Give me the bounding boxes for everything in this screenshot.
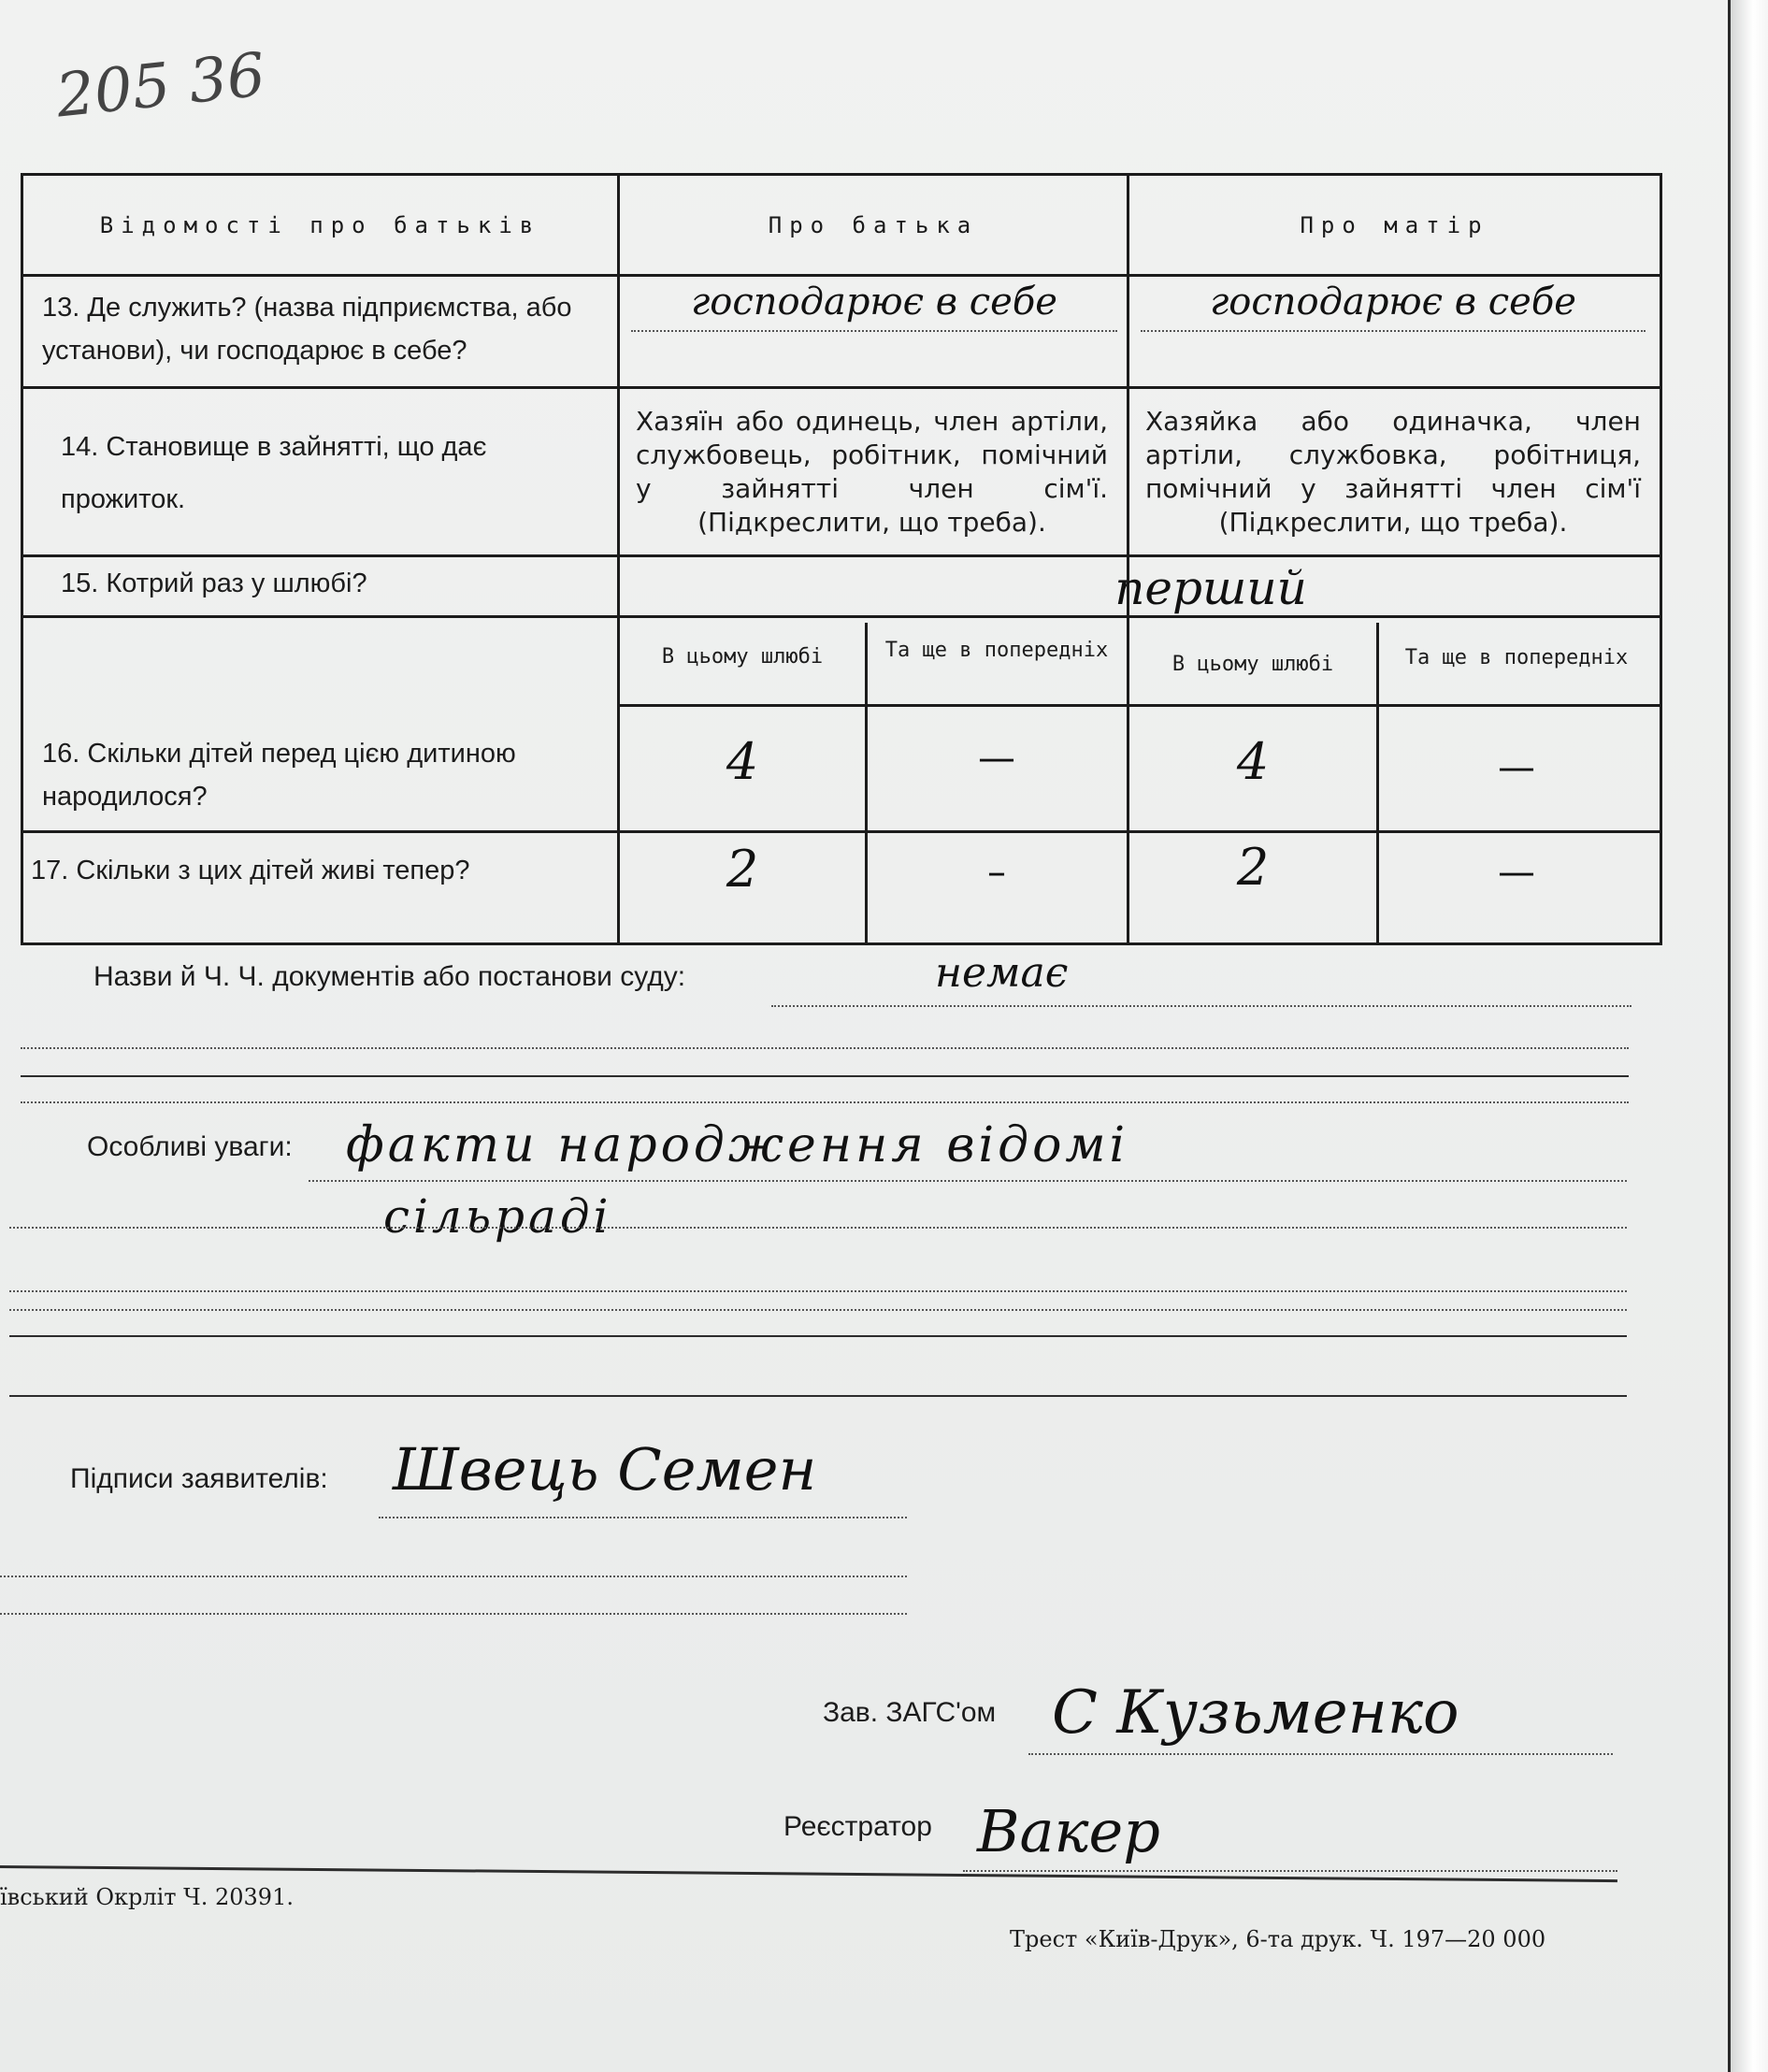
dotted-line <box>631 330 1117 332</box>
subheader-father-prev: Та ще в попередніх <box>884 639 1109 662</box>
dotted-line <box>0 1613 907 1615</box>
divider <box>617 176 620 942</box>
father-occupation-options: Хазяїн або одинець, член артіли, службовець, робітник, помічний у зайнятті член сім'ї. (Підкреслити, що треба). <box>636 406 1108 538</box>
divider <box>23 554 1660 557</box>
dotted-line <box>9 1309 1627 1311</box>
dotted-line <box>379 1517 907 1518</box>
dotted-line <box>1141 330 1646 332</box>
header-mother: Про матір <box>1300 211 1489 238</box>
zags-head-signature: С Кузьменко <box>1052 1678 1459 1748</box>
q16-mother-this: 4 <box>1236 732 1270 791</box>
header-parents: Відомості про батьків <box>99 211 541 238</box>
mother-workplace: господарює в себе <box>1210 281 1576 324</box>
divider <box>23 615 1660 618</box>
dotted-line <box>21 1047 1629 1049</box>
applicants-signature: Швець Семен <box>393 1435 817 1504</box>
footer-left-imprint: ївський Окрліт Ч. 20391. <box>0 1884 294 1910</box>
q17-father-this: 2 <box>726 840 759 899</box>
documents-label: Назви й Ч. Ч. документів або постанови суду: <box>93 961 686 992</box>
dotted-line <box>771 1005 1631 1007</box>
divider <box>865 623 868 942</box>
dotted-line <box>9 1227 1627 1229</box>
parents-info-table <box>21 173 1662 945</box>
zags-head-label: Зав. ЗАГС'ом <box>823 1697 997 1728</box>
divider <box>23 274 1660 277</box>
question-15: 15. Котрий раз у шлюбі? <box>61 568 367 598</box>
footer-right-imprint: Трест «Київ-Друк», 6-та друк. Ч. 197—20 000 <box>1010 1926 1546 1952</box>
notes-line-2: сільраді <box>383 1189 612 1244</box>
divider <box>1127 176 1129 942</box>
q16-father-prev: — <box>978 737 1015 780</box>
question-16: 16. Скільки дітей перед цією дитиною народилося? <box>42 739 516 812</box>
registrar-label: Реєстратор <box>783 1811 932 1842</box>
separator <box>9 1335 1627 1337</box>
dotted-line <box>1028 1753 1613 1755</box>
question-14: 14. Становище в зайнятті, що дає прожиток. <box>61 432 487 514</box>
question-17: 17. Скільки з цих дітей живі тепер? <box>31 856 470 885</box>
notes-line-1: факти народження відомі <box>346 1117 1129 1173</box>
subheader-father-this: В цьому шлюбі <box>661 645 824 669</box>
applicants-label: Підписи заявителів: <box>70 1463 328 1494</box>
dotted-line <box>963 1870 1617 1872</box>
dotted-line <box>9 1290 1627 1292</box>
mother-occupation-options: Хазяйка або одиначка, член артіли, службовка, робітниця, помічний у зайнятті член сім'ї (Підкреслити, що треба). <box>1145 406 1641 538</box>
notes-label: Особливі уваги: <box>87 1131 293 1162</box>
separator <box>21 1075 1629 1077</box>
marriage-count: перший <box>1114 561 1307 615</box>
question-13: 13. Де служить? (назва підприємства, або установи), чи господарює в себе? <box>42 293 572 366</box>
subheader-mother-this: В цьому шлюбі <box>1171 653 1334 676</box>
bottom-rule <box>0 1865 1617 1882</box>
divider <box>23 386 1660 389</box>
q17-father-prev: – <box>987 851 1006 894</box>
separator <box>9 1395 1627 1397</box>
subheader-mother-prev: Та ще в попередніх <box>1404 646 1629 669</box>
father-workplace: господарює в себе <box>691 281 1057 324</box>
page-edge <box>1728 0 1768 2072</box>
registrar-signature: Вакер <box>977 1797 1160 1865</box>
q17-mother-this: 2 <box>1236 838 1270 897</box>
divider <box>23 830 1660 833</box>
divider <box>617 704 1660 707</box>
divider <box>1376 623 1379 942</box>
header-father: Про батька <box>768 211 979 238</box>
q16-father-this: 4 <box>726 732 759 791</box>
dotted-line <box>309 1180 1627 1182</box>
q17-mother-prev: — <box>1498 851 1535 894</box>
archive-number: 205 36 <box>52 40 269 132</box>
dotted-line <box>21 1101 1629 1103</box>
documents-value: немає <box>935 949 1069 997</box>
dotted-line <box>0 1576 907 1577</box>
q16-mother-prev: — <box>1498 746 1535 789</box>
